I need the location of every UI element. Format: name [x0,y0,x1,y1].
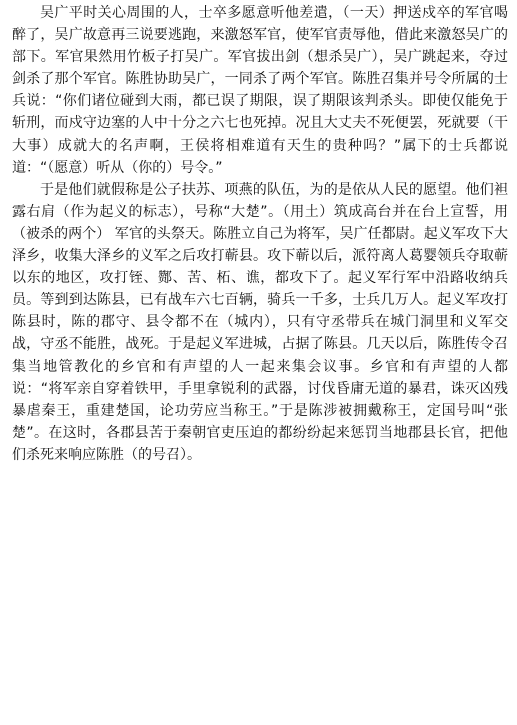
paragraph-2: 于是他们就假称是公子扶苏、项燕的队伍，为的是依从人民的愿望。他们袒露右肩（作为起义的标志），号称“大楚”。（用土）筑成高台并在台上宣誓，用（被杀的两个） 军官的头祭天。陈胜立自己为将军，吴广任都尉。起义军攻下大泽乡，收集大泽乡的义军之后攻打蕲县。攻下蕲以后，派符离人葛婴领兵夺取蕲以东的地区，攻打铚、酂、苦、柘、谯，都攻下了。起义军行军中沿路收纳兵员。等到到达陈县，已有战车六七百辆，骑兵一千多，士兵几万人。起义军攻打陈县时，陈的郡守、县令都不在（城内），只有守丞带兵在城门洞里和义军交战，守丞不能胜，战死。于是起义军进城，占据了陈县。几天以后，陈胜传令召集当地管教化的乡官和有声望的人一起来集会议事。乡官和有声望的人都说：“将军亲自穿着铁甲，手里拿锐利的武器，讨伐昏庸无道的暴君，诛灭凶残暴虐秦王，重建楚国，论功劳应当称王。”于是陈涉被拥戴称王，定国号叫“张楚”。在这时，各郡县苦于秦朝官吏压迫的都纷纷起来惩罚当地郡县长官，把他们杀死来响应陈胜（的号召）。 [12,181,508,463]
paragraph-1: 吴广平时关心周围的人，士卒多愿意听他差遣，（一天）押送戍卒的军官喝醉了，吴广故意再三说要逃跑，来激怒军官，使军官责辱他，借此来激怒吴广的部下。军官果然用竹板子打吴广。军官拔出剑（想杀吴广），吴广跳起来，夺过剑杀了那个军官。陈胜协助吴广，一同杀了两个军官。陈胜召集并号令所属的士兵说：“你们诸位碰到大雨，都已误了期限，误了期限该判杀头。即使仅能免于斩刑，而戍守边塞的人中十分之六七也死掉。况且大丈夫不死便罢，死就要（干大事）成就大的名声啊，王侯将相难道有天生的贵种吗？”属下的士兵都说道：“（愿意）听从（你的）号令。” [12,5,508,176]
document-body [12,2,508,466]
